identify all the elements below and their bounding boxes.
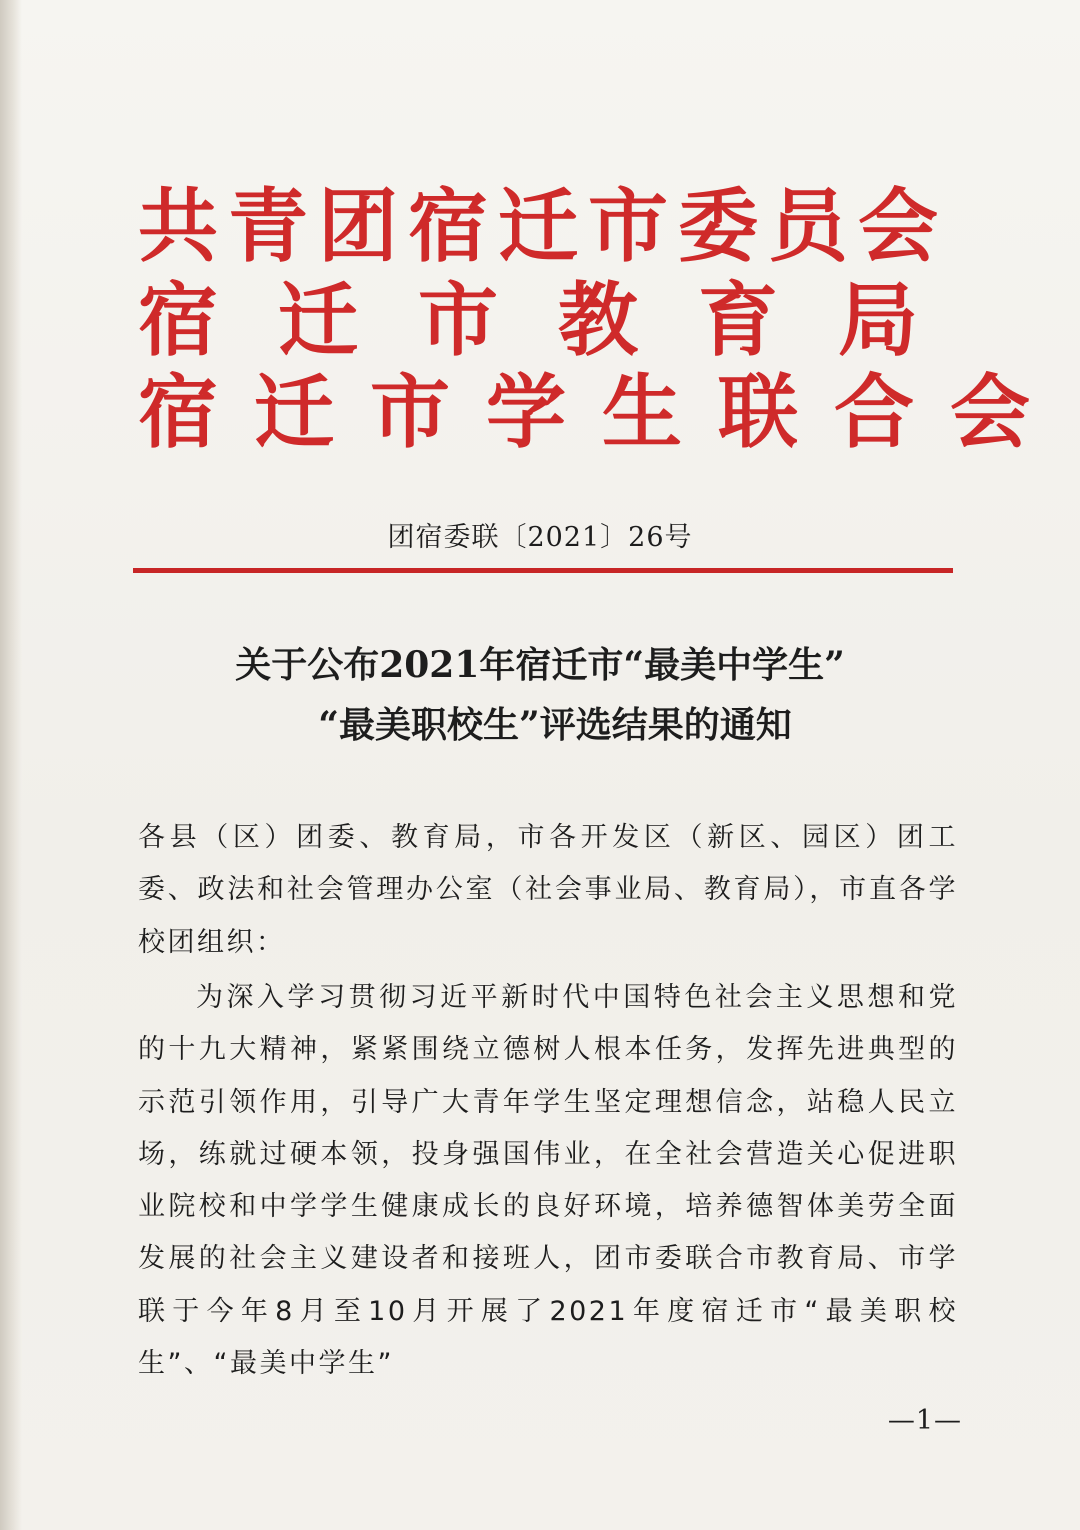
document-title-line-1: 关于公布2021年宿迁市“最美中学生” (235, 644, 845, 686)
page-number: —1— (887, 1405, 962, 1436)
issuer-student-federation: 宿迁市学生联合会 (138, 366, 1066, 459)
red-divider-line (133, 568, 953, 573)
document-number: 团宿委联〔2021〕26号 (387, 522, 693, 553)
issuer-communist-youth-league: 共青团宿迁市委员会 (138, 180, 948, 273)
addressee-paragraph: 各县（区）团委、教育局，市各开发区（新区、园区）团工委、政法和社会管理办公室（社会事业局、教育局），市直各学校团组织： (138, 822, 958, 958)
page-binding-shadow (0, 0, 22, 1530)
body-paragraph: 为深入学习贯彻习近平新时代中国特色社会主义思想和党的十九大精神，紧紧围绕立德树人根本任务，发挥先进典型的示范引领作用，引导广大青年学生坚定理想信念，站稳人民立场，练就过硬本领，投身强国伟业，在全社会营造关心促进职业院校和中学学生健康成长的良好环境，培养德智体美劳全面发展的社会主义建设者和接班人，团市委联合市教育局、市学联于今年8月至10月开展了2021年度宿迁市“最美职校生”、“最美中学生” (138, 982, 958, 1380)
issuer-education-bureau: 宿迁市教育局 (138, 274, 978, 367)
document-title-line-2: “最美职校生”评选结果的通知 (318, 704, 792, 746)
